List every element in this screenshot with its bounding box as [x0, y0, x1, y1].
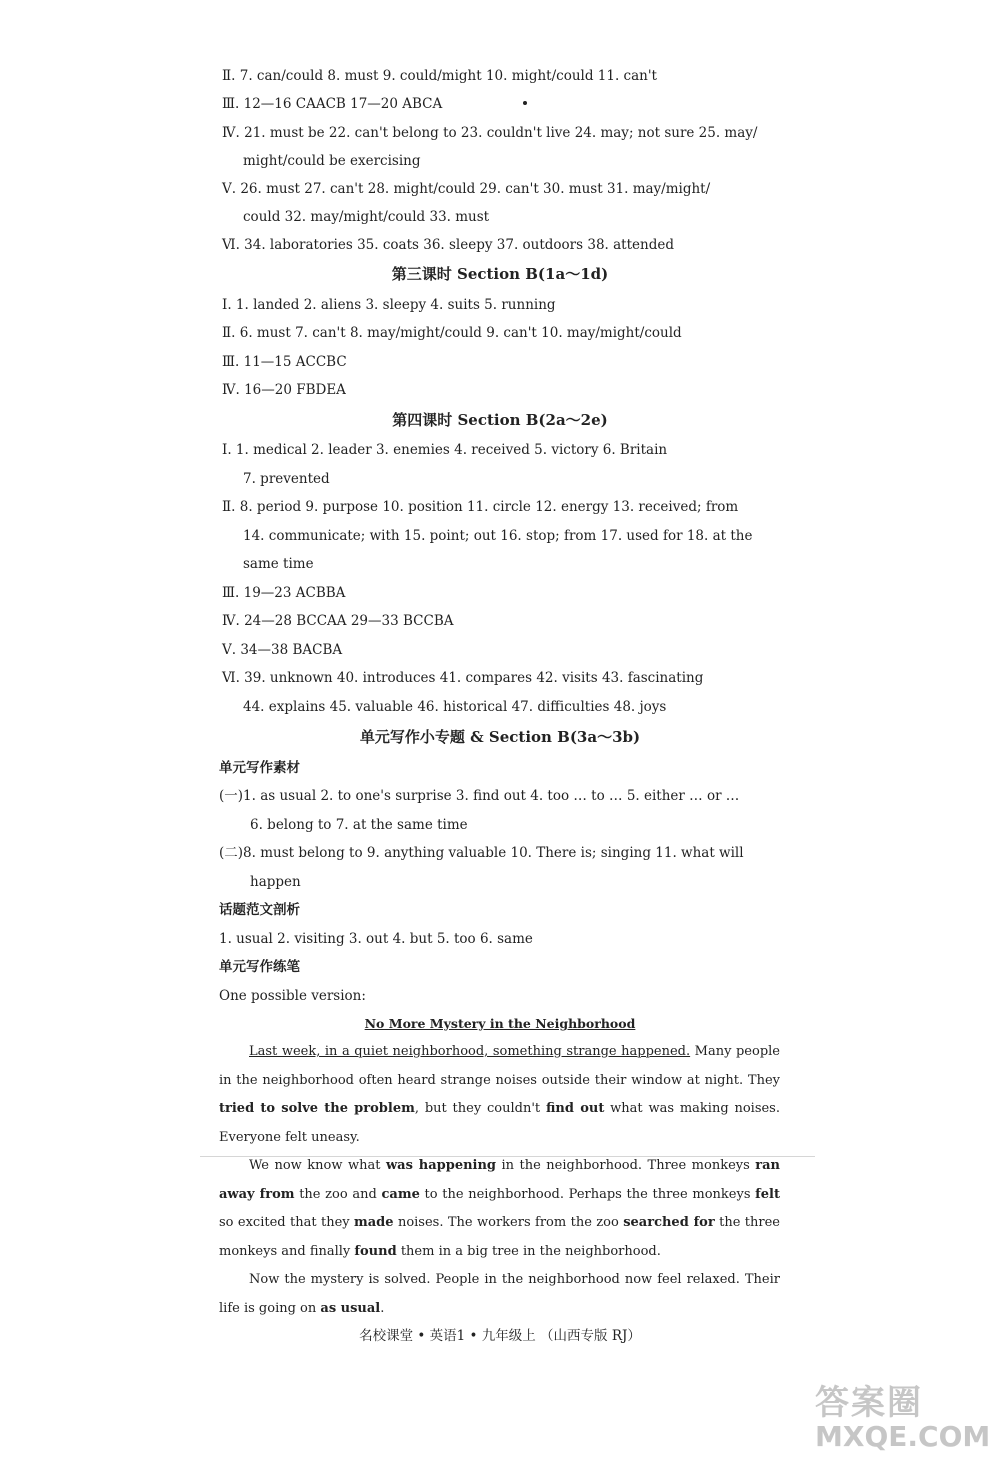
answer-line: Ⅲ. 19—23 ACBBA: [222, 585, 346, 601]
answer-line: Ⅰ. 1. medical 2. leader 3. enemies 4. received 5. victory 6. Britain: [222, 442, 668, 458]
text: the zoo and: [294, 1186, 382, 1202]
answer-line: Ⅵ. 39. unknown 40. introduces 41. compares 42. visits 43. fascinating: [222, 670, 704, 686]
text: the three monkeys and finally: [219, 1215, 780, 1259]
text: what was making noises. Everyone felt uneasy.: [219, 1101, 780, 1145]
text: Many people in the neighborhood often heard strange noises outside their window at night. They: [219, 1044, 780, 1088]
answer-line: Ⅳ. 24—28 BCCAA 29—33 BCCBA: [222, 613, 454, 629]
answer-line: Ⅴ. 26. must 27. can't 28. might/could 29. can't 30. must 31. may/might/: [222, 181, 711, 197]
answer-line: happen: [250, 874, 301, 890]
key-phrase: find out: [545, 1101, 605, 1116]
answer-line: Ⅲ. 12—16 CAACB 17—20 ABCA: [222, 96, 443, 112]
answer-line: Ⅴ. 34—38 BACBA: [222, 642, 343, 658]
text: , but they couldn't: [414, 1101, 546, 1116]
answer-line: Ⅳ. 21. must be 22. can't belong to 23. couldn't live 24. may; not sure 25. may/: [222, 125, 758, 141]
text: noises. The workers from the zoo: [393, 1215, 624, 1230]
key-phrase: made: [354, 1215, 394, 1230]
section-heading: 第四课时 Section B(2a～2e): [392, 411, 608, 429]
stray-dot: [523, 101, 527, 105]
key-phrase: felt: [755, 1186, 780, 1202]
answer-line: might/could be exercising: [243, 153, 421, 169]
subheading: 单元写作练笔: [219, 959, 300, 975]
key-phrase: ran away from: [219, 1158, 781, 1202]
answer-line: 7. prevented: [243, 471, 330, 487]
key-phrase: as usual: [320, 1300, 381, 1316]
text: so excited that they: [219, 1215, 354, 1230]
watermark-text: 答案圈: [815, 1383, 923, 1423]
subheading: 话题范文剖析: [219, 902, 300, 918]
answer-line: 14. communicate; with 15. point; out 16. stop; from 17. used for 18. at the: [243, 528, 753, 544]
text: to the neighborhood. Perhaps the three monkeys: [419, 1186, 756, 1202]
key-phrase: came: [381, 1186, 420, 1202]
text: We now know what: [249, 1158, 386, 1173]
answer-line: Ⅳ. 16—20 FBDEA: [222, 382, 346, 398]
key-phrase: tried to solve the problem: [219, 1101, 415, 1116]
answer-line: Ⅱ. 7. can/could 8. must 9. could/might 10. might/could 11. can't: [222, 68, 657, 84]
answer-line: Ⅱ. 8. period 9. purpose 10. position 11. circle 12. energy 13. received; from: [222, 499, 739, 515]
essay-title: No More Mystery in the Neighborhood: [364, 1016, 636, 1031]
watermark-url: MXQE.COM: [815, 1420, 991, 1453]
answer-line: 6. belong to 7. at the same time: [250, 817, 468, 833]
key-phrase: was happening: [385, 1158, 497, 1173]
watermark-logo: [815, 1375, 991, 1455]
key-phrase: searched for: [623, 1215, 715, 1230]
essay-paragraph-1: [219, 1038, 780, 1152]
answer-line: Ⅵ. 34. laboratories 35. coats 36. sleepy 37. outdoors 38. attended: [222, 237, 674, 253]
section-heading: 第三课时 Section B(1a～1d): [391, 265, 609, 283]
answer-line: 44. explains 45. valuable 46. historical 47. difficulties 48. joys: [243, 699, 667, 715]
answer-line: same time: [243, 556, 314, 572]
essay-paragraph-3: [219, 1266, 780, 1323]
answer-line: One possible version:: [219, 988, 366, 1004]
section-heading: 单元写作小专题 & Section B(3a～3b): [359, 728, 641, 746]
answer-line: Ⅱ. 6. must 7. can't 8. may/might/could 9. can't 10. may/might/could: [222, 325, 682, 341]
text: them in a big tree in the neighborhood.: [396, 1243, 661, 1259]
answer-line: Ⅲ. 11—15 ACCBC: [222, 354, 347, 370]
subheading: 单元写作素材: [219, 760, 300, 776]
answer-line: (二)8. must belong to 9. anything valuable 10. There is; singing 11. what will: [219, 845, 744, 861]
page-footer: 名校课堂 • 英语1 • 九年级上 （山西专版 RJ）: [359, 1328, 641, 1344]
answer-line: (一)1. as usual 2. to one's surprise 3. find out 4. too … to … 5. either … or …: [219, 788, 740, 804]
text: in the neighborhood. Three monkeys: [496, 1158, 756, 1173]
essay-paragraph-2: [219, 1152, 780, 1266]
text: Now the mystery is solved. People in the neighborhood now feel relaxed. Their life is going on: [219, 1272, 780, 1316]
topic-sentence: Last week, in a quiet neighborhood, something strange happened.: [249, 1044, 691, 1059]
key-phrase: found: [354, 1243, 397, 1259]
answer-line: Ⅰ. 1. landed 2. aliens 3. sleepy 4. suits 5. running: [222, 297, 556, 313]
text: .: [380, 1300, 385, 1316]
answer-line: 1. usual 2. visiting 3. out 4. but 5. too 6. same: [219, 931, 533, 947]
answer-line: could 32. may/might/could 33. must: [243, 209, 490, 225]
